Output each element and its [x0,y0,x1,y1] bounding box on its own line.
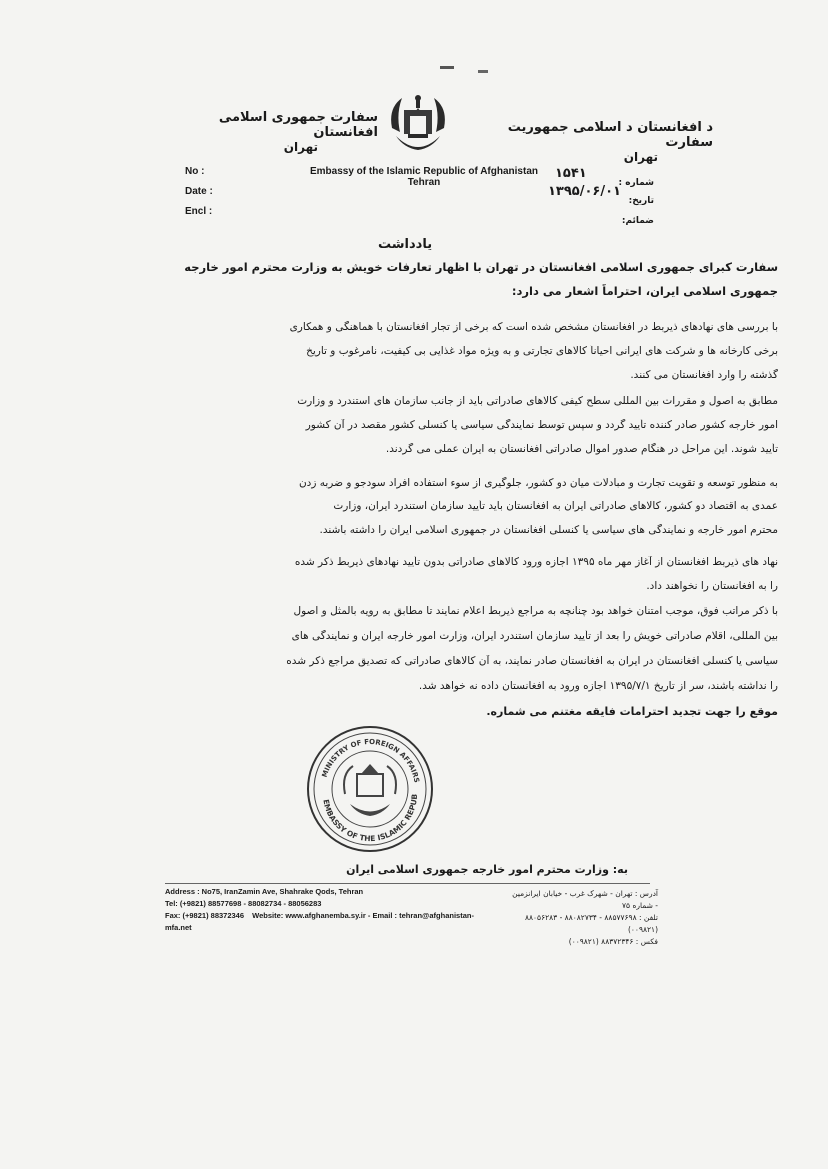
paragraph-line: عمدی به اقتصاد دو کشور، کالاهای صادراتی ایران به افغانستان باید تأیید سازمان استندرد ایران، وزارت [333,500,778,512]
recipient-line: به: وزارت محترم امور خارجه جمهوری اسلامی ایران [346,863,628,876]
intro-line: سفارت کبرای جمهوری اسلامی افغانستان در تهران با اظهار تعارفات خویش به وزارت محترم امور خارجه [184,260,778,274]
paragraph-line: محترم امور خارجه و نمایندگی های سیاسی یا کنسلی افغانستان در جمهوری اسلامی ایران را داشته باشند. [319,524,778,536]
encl-label-fa: ضمائم: [621,216,654,226]
footer-fa [508,888,658,948]
paragraph-line: امور خارجه کشور صادر کننده تأیید گردد و سپس توسط نمایندگی سیاسی یا کنسلی کشور مقصد در آن کشور [305,419,778,431]
header-right-org [473,120,713,164]
paragraph-line: تأیید شوند. این مراحل در هنگام صدور اموال صادراتی افغانستان به ایران عملی می گردند. [385,443,778,455]
footer-website-en: Website: www.afghanemba.sy.ir [252,911,366,920]
no-label: No : [185,166,205,177]
footer-tel-fa: تلفن : ۸۸۵۷۷۶۹۸ - ۸۸۰۸۲۷۳۴ - ۸۸۰۵۶۲۸۳ (۰۰۹۸۲۱) [524,913,658,934]
paragraph-line: با ذکر مراتب فوق، موجب امتنان خواهد بود چنانچه به مراجع ذیربط اعلام نمایند تا مطابق به رویه بالمثل و اصول [293,605,778,617]
scan-mark [478,70,488,73]
embassy-seal-icon [305,724,435,854]
encl-label: Encl : [185,206,213,217]
paragraph-line: را به افغانستان را نخواهند داد. [646,580,778,592]
number-label-fa: شماره : [618,178,654,188]
footer-divider [165,883,650,884]
paragraph-line: سیاسی یا کنسلی افغانستان در ایران به افغانستان صادر نمایند، به آن کالاهای صادراتی که تصدیق مراجع ذکر شده [286,655,778,667]
footer-address-en: Address : No75, IranZamin Ave, Shahrake Qods, Tehran [165,887,364,896]
footer-address-fa: آدرس : تهران - شهرک غرب - خیابان ایرانزمین - شماره ۷۵ [512,889,658,910]
paragraph-line: بین المللی، اقلام صادراتی خویش را بعد از تأیید سازمان استندرد ایران، وزارت امور خارجه ایران و نمایندگی های [291,630,778,642]
number-value: ۱۵۴۱ [555,166,587,181]
embassy-name-en-line2: Tehran [407,177,441,188]
paragraph-line: را نداشته باشند، سر از تاریخ ۱۳۹۵/۷/۱ اجازه ورود به افغانستان داده نه خواهد شد. [418,680,778,692]
seal-inner-text: MINISTRY OF FOREIGN AFFAIRS [320,737,421,784]
scan-mark [440,66,454,69]
footer-contact-en: Fax: (+9821) 88372346 Website: www.afghanemba.sy.ir - Email : tehran@afghanistan-mfa.net [165,911,474,932]
date-label: Date : [185,186,213,197]
footer-tel-en: Tel: (+9821) 88577698 - 88082734 - 88056283 [165,899,322,908]
footer-email-en: Email : tehran@afghanistan-mfa.net [165,911,474,932]
footer-fax-en: Fax: (+9821) 88372346 [165,911,245,920]
paragraph-line: مطابق به اصول و مقررات بین المللی سطح کیفی کالاهای صادراتی باید از جانب سازمان های استندرد و وزارت [297,395,778,407]
header-left-org-line2: تهران [283,140,318,154]
date-label-fa: تاریخ: [628,196,654,206]
paragraph-line: به منظور توسعه و تقویت تجارت و مبادلات میان دو کشور، جلوگیری از سوء استفاده افراد سودجو و ضربه زدن [298,477,778,489]
footer-fax-fa: فکس : ۸۸۳۷۲۳۴۶ (۰۰۹۸۲۱) [568,937,658,946]
paragraph-line: برخی کارخانه ها و شرکت های ایرانی احیاناً کالاهای تجارتی و به ویژه مواد غذایی بی کیفیت، نامرغوب و تاریخ [306,345,778,357]
seal-outer-text: EMBASSY OF THE ISLAMIC REPUB [321,793,420,844]
paragraph-line: گذشته را وارد افغانستان می کنند. [630,369,778,381]
embassy-name-en-line1: Embassy of the Islamic Republic of Afghanistan [309,166,538,177]
paragraph-line: نهاد های ذیربط افغانستان از آغاز مهر ماه ۱۳۹۵ اجازه ورود کالاهای صادراتی بدون تأیید نهادهای ذیربط ذکر شده [294,556,778,568]
intro-line: جمهوری اسلامی ایران، احتراماً اشعار می دارد: [511,284,778,298]
header-right-org-line2: تهران [623,150,658,164]
embassy-name-en [304,166,544,188]
date-value: ۱۳۹۵/۰۶/۰۱ [548,184,621,199]
page-title: یادداشت [378,237,433,252]
header-left-org-line1: سفارت جمهوری اسلامی افغانستان [218,110,378,140]
afghanistan-emblem-icon [382,88,454,160]
header-left-org [178,110,378,154]
header-right-org-line1: د افغانستان د اسلامی جمهوریت سفارت [507,120,713,150]
closing-line: موقع را جهت تجدید احترامات فایقه مغتنم می شماره. [486,705,778,718]
footer-en [165,886,485,934]
paragraph-line: با بررسی های نهادهای ذیربط در افغانستان مشخص شده است که برخی از تجار افغانستان با هماهنگی و همکاری [289,321,778,333]
